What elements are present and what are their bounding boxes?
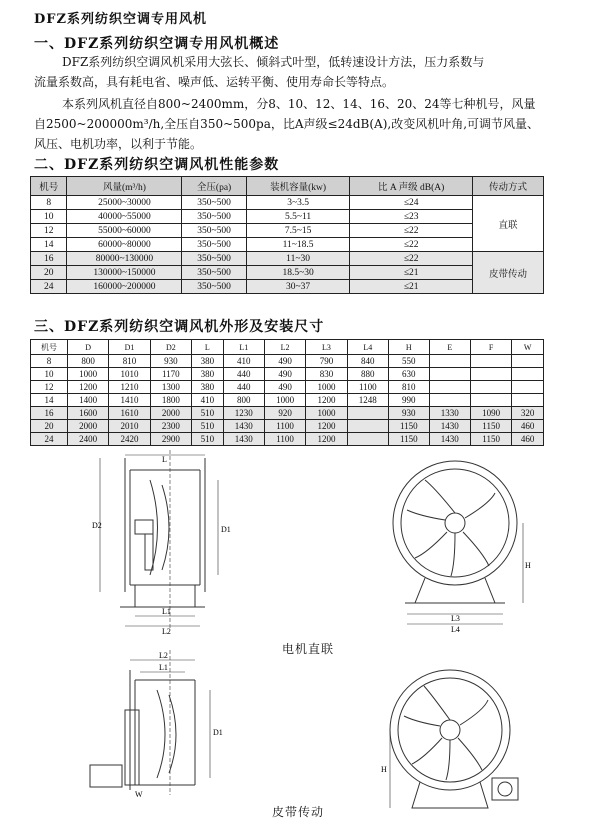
table-row: [31, 280, 544, 294]
cell: 1430: [429, 433, 470, 446]
cell: 14: [31, 238, 67, 252]
table-row: [31, 238, 544, 252]
cell: 8: [31, 355, 68, 368]
cell: 1210: [109, 381, 150, 394]
cell: 930: [388, 407, 429, 420]
dim-label-D1: D1: [221, 525, 231, 534]
cell: 1300: [150, 381, 191, 394]
cell: 350~500: [182, 280, 246, 294]
table-row: [31, 368, 544, 381]
performance-table: [30, 176, 544, 294]
table-row: [31, 224, 544, 238]
cell: 20: [31, 420, 68, 433]
cell: [429, 394, 470, 407]
cell: 1150: [388, 420, 429, 433]
cell: 380: [192, 381, 224, 394]
col-header: E: [429, 340, 470, 355]
cell: 1430: [223, 433, 264, 446]
belt-drive-side-diagram: [85, 650, 235, 800]
cell: 460: [512, 420, 544, 433]
cell: 12: [31, 224, 67, 238]
cell: 16: [31, 407, 68, 420]
cell: ≤21: [350, 266, 472, 280]
cell: 1200: [306, 394, 347, 407]
cell: 810: [388, 381, 429, 394]
cell: 2000: [150, 407, 191, 420]
dim-label-L1-belt: L1: [159, 663, 168, 672]
cell: 1090: [470, 407, 511, 420]
dimensions-table: [30, 339, 544, 446]
cell: 440: [223, 381, 264, 394]
cell: 380: [192, 355, 224, 368]
cell: 130000~150000: [67, 266, 182, 280]
col-header: L4: [347, 340, 388, 355]
cell: ≤22: [350, 224, 472, 238]
table-row: [31, 394, 544, 407]
cell: 1200: [306, 420, 347, 433]
cell: 880: [347, 368, 388, 381]
cell: 410: [192, 394, 224, 407]
cell: [347, 433, 388, 446]
cell: 11~30: [246, 252, 350, 266]
drive-mode-belt: 皮带传动: [472, 252, 543, 294]
cell: 990: [388, 394, 429, 407]
cell: [512, 355, 544, 368]
caption-belt: 皮带传动: [272, 805, 325, 819]
section1-para2-line2: 自2500~200000m³/h,全压自350~500pa，比A声级≤24dB(A),改变风机叶角,可调节风量、: [34, 117, 540, 131]
cell: 7.5~15: [246, 224, 350, 238]
table-row: [31, 252, 544, 266]
section1-heading: 一、DFZ系列纺织空调专用风机概述: [34, 36, 280, 52]
table-row: [31, 420, 544, 433]
cell: 350~500: [182, 266, 246, 280]
cell: 1200: [68, 381, 109, 394]
cell: 1610: [109, 407, 150, 420]
cell: 2420: [109, 433, 150, 446]
cell: 1200: [306, 433, 347, 446]
cell: 2000: [68, 420, 109, 433]
table-row: [31, 196, 544, 210]
section2-heading: 二、DFZ系列纺织空调风机性能参数: [34, 157, 280, 173]
cell: 8: [31, 196, 67, 210]
cell: 350~500: [182, 210, 246, 224]
table-row: [31, 355, 544, 368]
section1-para2-line3: 风压、电机功率，以利于节能。: [34, 137, 203, 151]
cell: 12: [31, 381, 68, 394]
cell: [470, 355, 511, 368]
cell: 490: [264, 368, 305, 381]
table-row: [31, 210, 544, 224]
cell: 920: [264, 407, 305, 420]
cell: 10: [31, 368, 68, 381]
direct-drive-front-diagram: [385, 458, 535, 633]
cell: 510: [192, 407, 224, 420]
cell: [347, 420, 388, 433]
cell: 2300: [150, 420, 191, 433]
cell: 1170: [150, 368, 191, 381]
cell: 24: [31, 433, 68, 446]
table-header-row: [31, 177, 544, 196]
cell: 2900: [150, 433, 191, 446]
table-header-row: [31, 340, 544, 355]
cell: 1000: [68, 368, 109, 381]
cell: 1150: [388, 433, 429, 446]
table-row: [31, 381, 544, 394]
cell: 11~18.5: [246, 238, 350, 252]
cell: 460: [512, 433, 544, 446]
col-header: 全压(pa): [182, 177, 246, 196]
dim-label-D1-belt: D1: [213, 728, 223, 737]
cell: 1150: [470, 420, 511, 433]
cell: 930: [150, 355, 191, 368]
table-row: [31, 407, 544, 420]
section3-heading: 三、DFZ系列纺织空调风机外形及安装尺寸: [34, 319, 325, 335]
cell: 30~37: [246, 280, 350, 294]
cell: 550: [388, 355, 429, 368]
cell: 1400: [68, 394, 109, 407]
cell: ≤23: [350, 210, 472, 224]
drive-mode-direct: 直联: [472, 196, 543, 252]
cell: 1000: [264, 394, 305, 407]
cell: [470, 381, 511, 394]
page-title: DFZ系列纺织空调专用风机: [34, 12, 207, 27]
section1-para1-line1: DFZ系列纺织空调风机采用大弦长、倾斜式叶型，低转速设计方法，压力系数与: [62, 55, 485, 69]
cell: 350~500: [182, 238, 246, 252]
cell: 810: [109, 355, 150, 368]
cell: 18.5~30: [246, 266, 350, 280]
col-header: L: [192, 340, 224, 355]
dim-label-L3: L3: [451, 614, 460, 623]
cell: [470, 394, 511, 407]
cell: ≤24: [350, 196, 472, 210]
dim-label-L2: L2: [162, 627, 171, 635]
dim-label-H: H: [525, 561, 531, 570]
col-header: F: [470, 340, 511, 355]
cell: 2400: [68, 433, 109, 446]
cell: 510: [192, 420, 224, 433]
cell: [512, 381, 544, 394]
dim-label-L4: L4: [451, 625, 460, 633]
cell: 1000: [306, 381, 347, 394]
cell: 380: [192, 368, 224, 381]
cell: 60000~80000: [67, 238, 182, 252]
cell: [470, 368, 511, 381]
cell: 80000~130000: [67, 252, 182, 266]
cell: 350~500: [182, 252, 246, 266]
cell: 830: [306, 368, 347, 381]
cell: 1430: [223, 420, 264, 433]
cell: 410: [223, 355, 264, 368]
col-header: 比 A 声级 dB(A): [350, 177, 472, 196]
cell: [512, 368, 544, 381]
cell: 440: [223, 368, 264, 381]
section1-para1-line2: 流量系数高，具有耗电省、噪声低、运转平衡、使用寿命长等特点。: [34, 75, 395, 89]
cell: 1100: [264, 433, 305, 446]
cell: 800: [68, 355, 109, 368]
table-row: [31, 433, 544, 446]
table-row: [31, 266, 544, 280]
cell: 1410: [109, 394, 150, 407]
cell: 630: [388, 368, 429, 381]
cell: 3~3.5: [246, 196, 350, 210]
dim-label-L: L: [162, 455, 167, 464]
cell: 1010: [109, 368, 150, 381]
cell: 40000~55000: [67, 210, 182, 224]
cell: 5.5~11: [246, 210, 350, 224]
col-header: L2: [264, 340, 305, 355]
cell: 1800: [150, 394, 191, 407]
cell: 490: [264, 381, 305, 394]
cell: 14: [31, 394, 68, 407]
cell: 790: [306, 355, 347, 368]
cell: 20: [31, 266, 67, 280]
col-header: 机号: [31, 177, 67, 196]
cell: 350~500: [182, 196, 246, 210]
cell: [429, 381, 470, 394]
col-header: D1: [109, 340, 150, 355]
cell: 800: [223, 394, 264, 407]
cell: ≤22: [350, 252, 472, 266]
col-header: D: [68, 340, 109, 355]
cell: 1100: [347, 381, 388, 394]
cell: 160000~200000: [67, 280, 182, 294]
cell: 10: [31, 210, 67, 224]
dim-label-L2-belt: L2: [159, 651, 168, 660]
cell: 1100: [264, 420, 305, 433]
col-header: L1: [223, 340, 264, 355]
cell: 1000: [306, 407, 347, 420]
col-header: 风量(m³/h): [67, 177, 182, 196]
cell: 55000~60000: [67, 224, 182, 238]
cell: [429, 355, 470, 368]
cell: 1150: [470, 433, 511, 446]
cell: [512, 394, 544, 407]
cell: 16: [31, 252, 67, 266]
cell: 350~500: [182, 224, 246, 238]
dim-label-W: W: [135, 790, 143, 799]
direct-drive-side-diagram: [90, 450, 240, 635]
cell: 1430: [429, 420, 470, 433]
cell: ≤22: [350, 238, 472, 252]
cell: 24: [31, 280, 67, 294]
col-header: 传动方式: [472, 177, 543, 196]
col-header: 装机容量(kw): [246, 177, 350, 196]
cell: ≤21: [350, 280, 472, 294]
col-header: H: [388, 340, 429, 355]
col-header: L3: [306, 340, 347, 355]
belt-drive-front-diagram: [380, 660, 540, 820]
cell: [429, 368, 470, 381]
col-header: D2: [150, 340, 191, 355]
cell: 1330: [429, 407, 470, 420]
cell: [347, 407, 388, 420]
dim-label-L1: L1: [162, 607, 171, 616]
cell: 1248: [347, 394, 388, 407]
cell: 840: [347, 355, 388, 368]
col-header: W: [512, 340, 544, 355]
cell: 1230: [223, 407, 264, 420]
col-header: 机号: [31, 340, 68, 355]
cell: 2010: [109, 420, 150, 433]
cell: 490: [264, 355, 305, 368]
caption-direct: 电机直联: [282, 642, 335, 656]
section1-para2-line1: 本系列风机直径自800~2400mm，分8、10、12、14、16、20、24等七种机号，风量: [62, 97, 536, 111]
dim-label-H-belt: H: [381, 765, 387, 774]
cell: 1600: [68, 407, 109, 420]
cell: 510: [192, 433, 224, 446]
cell: 320: [512, 407, 544, 420]
cell: 25000~30000: [67, 196, 182, 210]
dim-label-D2: D2: [92, 521, 102, 530]
